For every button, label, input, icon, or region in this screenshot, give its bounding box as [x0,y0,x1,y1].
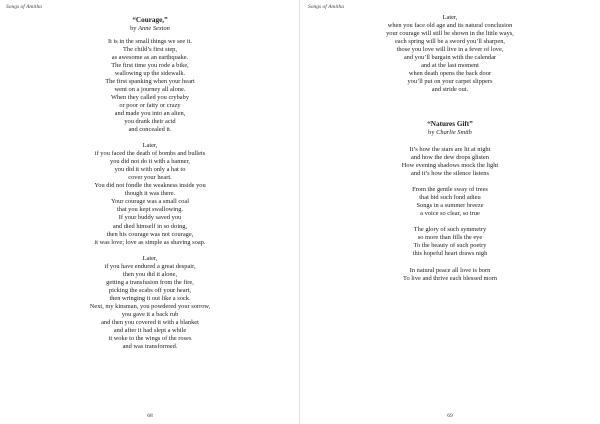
poem-author: Anne Sexton [138,25,170,32]
stanza [340,146,560,178]
poem-byline [340,129,560,138]
poem-line: and at the last moment [421,62,479,70]
poem-body [40,38,260,352]
poem-line: then wringing it out like a sock. [109,294,191,302]
poem-line: To the beauty of such poetry [413,242,487,250]
running-head: Songs of Amitha [308,4,344,10]
poem-line: each spring will be a sword you’ll sharpen, [394,38,506,46]
poem-line: To live and thrive each blessed morn [403,274,497,282]
page-number: 68 [147,413,153,419]
poem-body [340,146,560,283]
poem-line: you gave it a back rub [121,311,179,318]
poem-line: cover your heart. [128,174,172,182]
poem-line: and you’ll bargain with the calendar [403,54,497,62]
stanza [40,38,260,135]
poem-continuation [340,14,560,94]
poem-line: that you kept swallowing. [116,206,184,214]
poem-line: and was transformed. [122,343,178,351]
stanza [40,142,260,247]
poem-line: those you love will live in a fever of love, [396,46,504,54]
poem-line: it was love; love as simple as shaving soap. [94,238,206,246]
poem-line: Later, [142,254,158,262]
page-number: 69 [447,413,453,419]
poem-line: The first spanking when your heart [105,77,195,85]
poem-line: if you faced the death of bombs and bullets [94,150,206,158]
poem-line: so more than fills the eye [417,234,483,242]
poem-line: when you face old age and its natural conclusion [387,22,513,30]
poem-line: Songs in a summer breeze [416,202,484,210]
poem-line: The first time you rode a bike, [111,61,189,69]
poem-line: The glory of such symmetry [413,226,487,234]
poem-line: your courage will still be shown in the little ways, [386,30,514,38]
poem-line: you’ll put on your carpet slippers [407,78,493,86]
stanza [340,186,560,218]
poem-line: If your buddy saved you [118,214,182,222]
poem-line: then you did it alone, [122,270,178,278]
poem-line: and then you covered it with a blanket [101,319,199,327]
poem-line: a voice so clear, so true [420,210,480,218]
poem-column [340,14,560,283]
stanza [340,226,560,258]
poem-line: though it was there. [124,190,176,198]
poem-line: and concealed it. [128,126,172,134]
poem-line: In natural peace all love is born [409,266,491,274]
poem-line: if you have endured a great despair, [104,262,196,270]
stanza [40,255,260,352]
poem-line: you did it with only a hat to [114,166,186,174]
poem-title: “Natures Gift” [427,120,473,129]
poem-line: and after it had slept a while [113,327,187,335]
poem-line: you drank their acid [124,117,176,125]
poem-line: From the gentle sway of trees [412,186,488,194]
poem-line: you did not do it with a banner, [110,158,190,166]
poem-line: When they called you crybaby [110,93,190,101]
poem-line: or poor or fatty or crazy [119,101,181,109]
poem-line: picking the scabs off your heart, [108,286,192,294]
poem-line: and stride out. [431,86,469,94]
poem-line: How evening shadows mock the light [401,162,499,170]
poem-line: getting a transfusion from the fire, [106,278,194,286]
poem-line: went on a journey all alone. [114,85,186,93]
poem-line: it woke to the wings of the roses [108,335,192,343]
stanza [340,267,560,283]
right-page [300,0,600,424]
poem-line: when death opens the back door [408,70,492,78]
poem-line: You did not fondle the weakness inside you [94,182,206,190]
poem-line: The child’s first step, [123,45,177,53]
poem-line: Later, [442,14,458,21]
byline-prefix: by [428,129,435,137]
poem-byline [40,25,260,34]
poem-line: Next, my kinsman, you powdered your sorrow, [89,302,211,310]
poem-line: this hopeful heart draws nigh [412,250,488,258]
poem-line: and it’s how the silence listens [411,170,489,178]
poem-line: and died himself in so doing, [112,222,188,230]
poem-line: and made you into an alien, [114,109,186,117]
poem-line: as awesome as an earthquake. [111,53,189,61]
poem-line: Your courage was a small coal [111,198,189,206]
poem-column [40,16,260,351]
byline-prefix: by [130,25,137,32]
poem-line: wallowing up the sidewalk. [114,69,186,77]
running-head: Songs of Amitha [6,4,42,10]
poem-line: It is in the small things we see it. [108,37,192,45]
poem-line: Later, [142,142,158,150]
poem-line: then his courage was not courage, [106,230,194,238]
poem-author: Charlie Smith [436,129,472,137]
poem-title: “Courage,” [132,16,168,24]
poem-line: and how the dew drops glisten [411,154,489,162]
poem-line: It’s how the stars are lit at night [409,145,491,153]
poem-line: that bid such fond adieu [419,194,481,202]
